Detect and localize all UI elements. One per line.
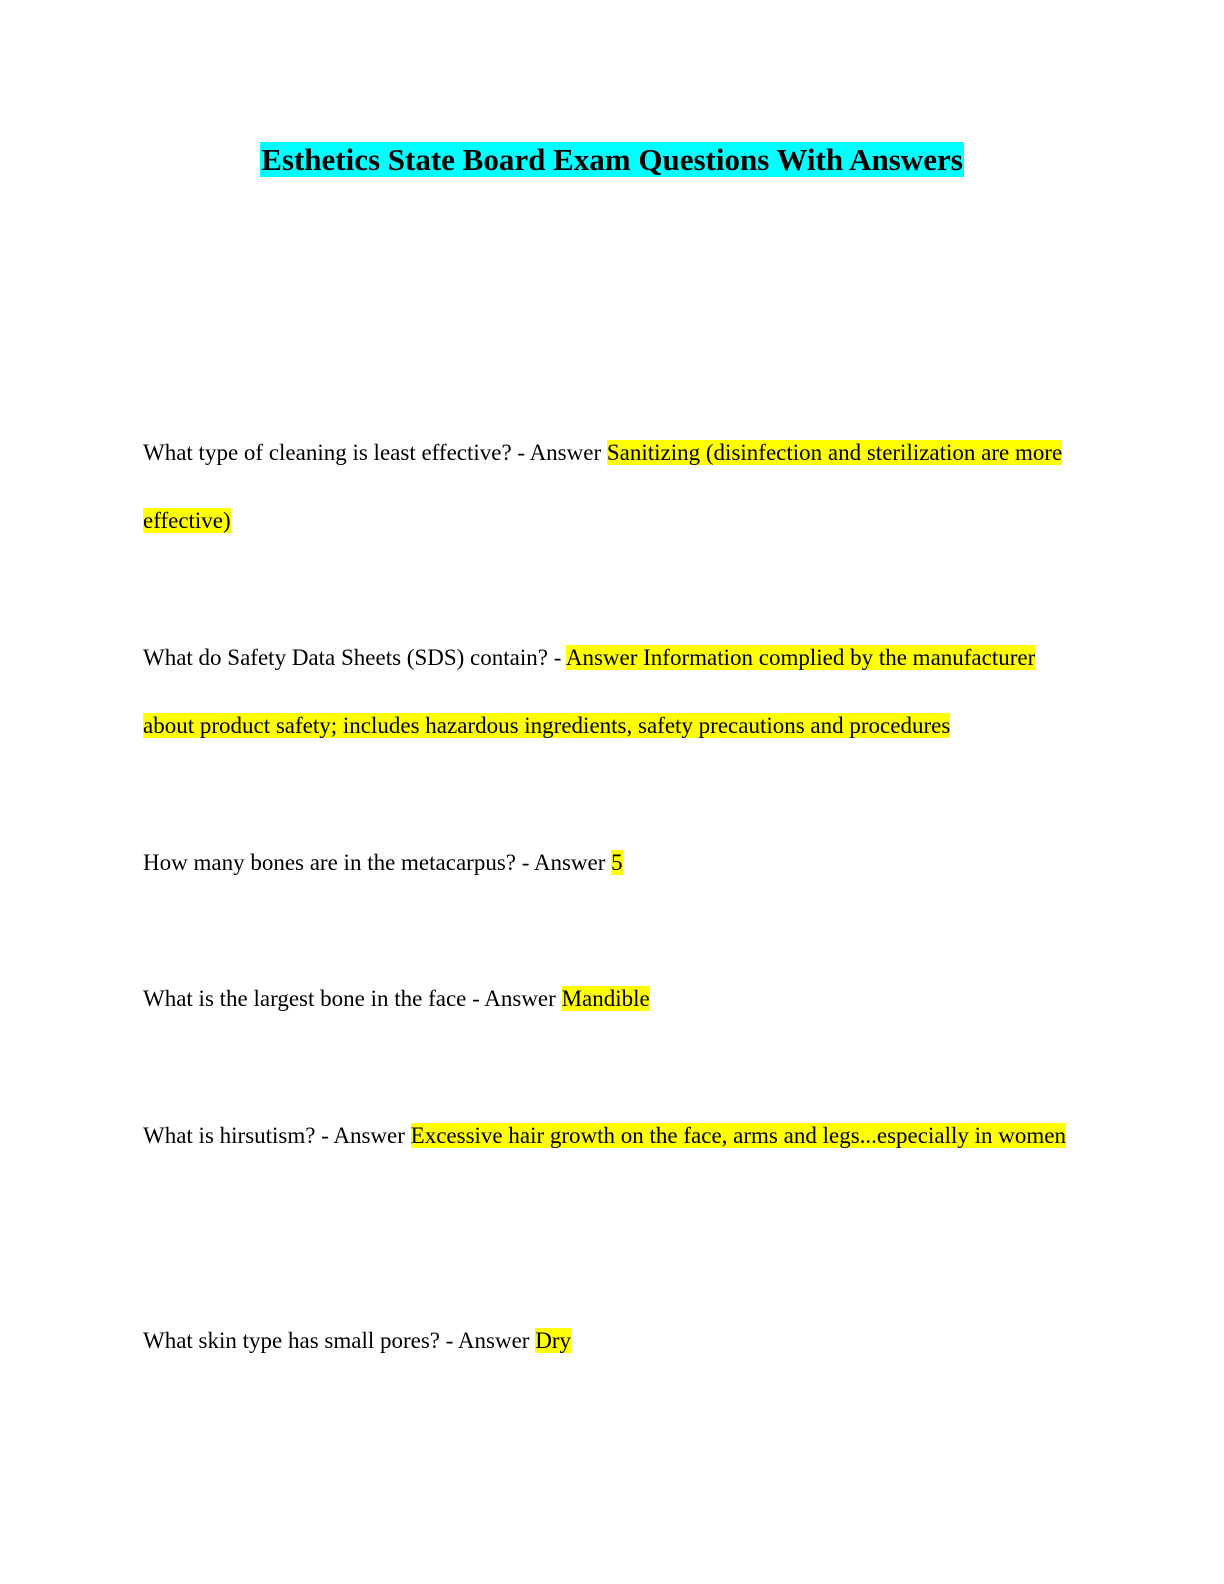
answer-text: Answer Information complied by the manufacturer about product safety; includes hazardous ingredients, safety precautions and procedures [143, 645, 1036, 738]
title-text: Esthetics State Board Exam Questions With Answers [261, 142, 963, 177]
qa-item [143, 1102, 1083, 1170]
question-text: What skin type has small pores? - Answer [143, 1328, 536, 1353]
question-text: What is hirsutism? - Answer [143, 1123, 411, 1148]
question-text: How many bones are in the metacarpus? - Answer [143, 850, 612, 875]
qa-item [143, 965, 1083, 1033]
answer-text: Sanitizing (disinfection and sterilization are more effective) [143, 440, 1063, 533]
question-text: What do Safety Data Sheets (SDS) contain? - [143, 645, 566, 670]
question-text: What is the largest bone in the face - Answer [143, 986, 562, 1011]
qa-item [143, 624, 1083, 760]
question-text: What type of cleaning is least effective? - Answer [143, 440, 607, 465]
answer-text: Dry [535, 1328, 571, 1353]
document-title [0, 140, 1224, 180]
qa-item [143, 1307, 1083, 1375]
qa-item [143, 419, 1083, 555]
answer-text: Mandible [561, 986, 650, 1011]
answer-text: 5 [611, 850, 623, 875]
answer-text: Excessive hair growth on the face, arms and legs...especially in women [410, 1123, 1066, 1148]
qa-item [143, 829, 1083, 897]
